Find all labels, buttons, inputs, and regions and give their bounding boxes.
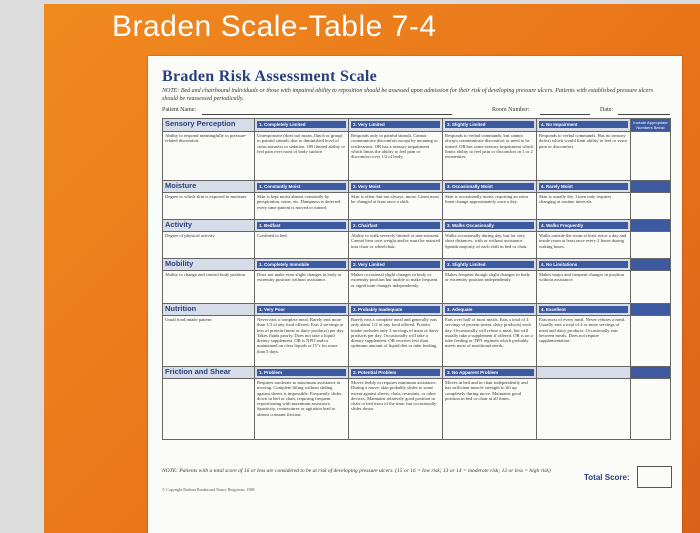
category-description-row xyxy=(163,132,671,181)
score-entry-cell[interactable] xyxy=(631,379,671,440)
level-label: 3. No Apparent Problem xyxy=(445,369,534,376)
category-header-row xyxy=(163,119,671,132)
level-header-cell xyxy=(349,119,443,132)
level-header-cell xyxy=(349,304,443,316)
category-name-mobility: Mobility xyxy=(165,259,194,268)
category-name-moisture: Moisture xyxy=(165,181,197,190)
patient-name-field[interactable] xyxy=(202,114,452,115)
level-header-cell xyxy=(255,181,349,193)
category-description: Ability to respond meaningfully to pressure-related discomfort xyxy=(163,132,255,181)
level-description: Eats most of every meal. Never refuses a meal. Usually eats a total of 4 or more servings of meat and dairy products. Occasionally eats between meals. Does not require supplementation. xyxy=(537,316,631,367)
category-name-nutrition: Nutrition xyxy=(165,304,197,313)
category-description-row xyxy=(163,379,671,440)
level-header-cell xyxy=(443,119,537,132)
assessment-note: NOTE: Bed and chairbound individuals or those with impaired ability to reposition should be assessed upon admission for their risk of developing pressure ulcers. Patients with established pressure ulcers should be reassessed periodically. xyxy=(162,88,654,102)
level-description: Makes occasional slight changes in body or extremity position but unable to make frequent or significant changes independently. xyxy=(349,271,443,304)
risk-score-note: NOTE: Patients with a total score of 16 or less are considered to be at risk of developing pressure ulcers. (15 or 16 = low risk; 13 or 14 = moderate risk; 12 or less = high risk) xyxy=(162,468,551,474)
level-label: 4. Walks Frequently xyxy=(539,222,628,229)
level-label: 1. Constantly Moist xyxy=(257,183,346,190)
level-header-cell xyxy=(255,259,349,271)
score-header-cell xyxy=(631,119,671,132)
level-description: Eats over half of most meals. Eats a total of 4 servings of protein (meat, dairy products) each day. Occasionally will refuse a meal, but will usually take a supplement if offered. OR is on a tube feeding or TPN regimen which probably meets most of nutritional needs. xyxy=(443,316,537,367)
patient-info-row xyxy=(162,107,670,116)
document-title: Braden Risk Assessment Scale xyxy=(162,68,378,85)
slide xyxy=(44,4,700,533)
level-header-cell xyxy=(443,304,537,316)
total-score-label: Total Score: xyxy=(584,473,630,482)
level-description: Unresponsive (does not moan, flinch or grasp) to painful stimuli, due to diminished level of consciousness or sedation. OR limited ability to feel pain over most of body surface. xyxy=(255,132,349,181)
category-header-row xyxy=(163,259,671,271)
category-description xyxy=(163,379,255,440)
level-label: 3. Adequate xyxy=(445,306,534,313)
score-entry-cell[interactable] xyxy=(631,271,671,304)
level-label: 2. Chairfast xyxy=(351,222,440,229)
level-description: Rarely eats a complete meal and generally eats only about 1/2 of any food offered. Protein intake includes only 3 servings of meat or dairy products per day. Occasionally will take a dietary supplement. OR receives less than optimum amount of liquid diet or tube feeding. xyxy=(349,316,443,367)
level-header-cell xyxy=(255,220,349,232)
score-column-header: Include Appropriate Numbers Below xyxy=(633,120,668,130)
score-header-cell xyxy=(631,181,671,193)
room-number-field[interactable] xyxy=(540,114,590,115)
room-number-label: Room Number: xyxy=(492,107,530,113)
level-header-cell xyxy=(443,367,537,379)
category-name-activity: Activity xyxy=(165,220,193,229)
score-header-cell xyxy=(631,367,671,379)
level-description: Walks outside the room at least twice a day and inside room at least once every 2 hours during waking hours. xyxy=(537,232,631,259)
level-label: 4. Excellent xyxy=(539,306,628,313)
category-description: Degree to which skin is exposed to moisture xyxy=(163,193,255,220)
level-header-cell xyxy=(349,259,443,271)
level-header-cell xyxy=(443,181,537,193)
level-header-cell xyxy=(537,304,631,316)
total-score-box[interactable] xyxy=(637,466,672,488)
category-description-row xyxy=(163,316,671,367)
level-label: 2. Very Moist xyxy=(351,183,440,190)
category-description-row xyxy=(163,193,671,220)
category-description: Degree of physical activity xyxy=(163,232,255,259)
copyright-text: © Copyright Barbara Braden and Nancy Bergstrom, 1988 xyxy=(162,487,255,492)
category-description-row xyxy=(163,232,671,259)
level-description: Makes frequent though slight changes in body or extremity position independently. xyxy=(443,271,537,304)
level-header-cell xyxy=(443,220,537,232)
level-label: 2. Very Limited xyxy=(351,261,440,268)
score-header-cell xyxy=(631,220,671,232)
level-description: Skin is usually dry. Linen only requires changing at routine intervals. xyxy=(537,193,631,220)
slide-title: Braden Scale-Table 7-4 xyxy=(112,10,437,43)
level-label: 1. Completely Immobile xyxy=(257,261,346,268)
level-header-cell xyxy=(537,259,631,271)
level-label: 3. Slightly Limited xyxy=(445,121,534,128)
level-label: 2. Very Limited xyxy=(351,121,440,128)
patient-name-label: Patient Name: xyxy=(162,107,197,113)
score-entry-cell[interactable] xyxy=(631,132,671,181)
level-description: Does not make even slight changes in body or extremity position without assistance. xyxy=(255,271,349,304)
category-header-row xyxy=(163,367,671,379)
category-name-cell xyxy=(163,367,255,379)
level-description: Moves in bed and in chair independently and has sufficient muscle strength to lift up completely during move. Maintains good position in bed or chair at all times. xyxy=(443,379,537,440)
level-description: Skin is kept moist almost constantly by perspiration, urine, etc. Dampness is detected every time patient is moved or turned. xyxy=(255,193,349,220)
level-header-cell xyxy=(537,119,631,132)
category-name-cell xyxy=(163,119,255,132)
score-entry-cell[interactable] xyxy=(631,193,671,220)
level-description xyxy=(537,379,631,440)
level-description: Responds to verbal commands, but cannot always communicate discomfort or need to be turned. OR has some sensory impairment which limits ability to feel pain or discomfort in 1 or 2 extremities. xyxy=(443,132,537,181)
level-description: Ability to walk severely limited or non-existent. Cannot bear own weight and/or must be assisted into chair or wheelchair. xyxy=(349,232,443,259)
category-name-cell xyxy=(163,304,255,316)
level-label: 1. Problem xyxy=(257,369,346,376)
level-description: Responds to verbal commands. Has no sensory deficit which would limit ability to feel or voice pain or discomfort. xyxy=(537,132,631,181)
level-label: 2. Potential Problem xyxy=(351,369,440,376)
level-description: Confined to bed. xyxy=(255,232,349,259)
level-header-cell xyxy=(537,181,631,193)
level-description: Skin is occasionally moist, requiring an extra linen change approximately once a day. xyxy=(443,193,537,220)
level-description: Moves feebly or requires minimum assistance. During a move, skin probably slides to some extent against sheets, chair, restraints, or other devices. Maintains relatively good position in chair or bed most of the time, but occasionally slides down. xyxy=(349,379,443,440)
level-description: Skin is often, but not always, moist. Linen must be changed at least once a shift. xyxy=(349,193,443,220)
category-name-friction-and-shear: Friction and Shear xyxy=(165,367,231,376)
category-name-cell xyxy=(163,220,255,232)
level-header-cell xyxy=(349,220,443,232)
level-header-cell xyxy=(255,367,349,379)
category-name-cell xyxy=(163,259,255,271)
level-description: Never eats a complete meal. Rarely eats more than 1/3 of any food offered. Eats 2 servings or less of protein (meat or dairy products) per day. Takes fluids poorly. Does not take a liquid dietary supplement. OR is NPO and/or maintained on clear liquids or IV's for more than 5 days. xyxy=(255,316,349,367)
category-description-row xyxy=(163,271,671,304)
category-name-cell xyxy=(163,181,255,193)
level-label: 1. Completely Limited xyxy=(257,121,346,128)
level-header-cell xyxy=(537,220,631,232)
level-description: Makes major and frequent changes in position without assistance. xyxy=(537,271,631,304)
date-label: Date: xyxy=(600,107,613,113)
score-header-cell xyxy=(631,304,671,316)
level-label: 3. Slightly Limited xyxy=(445,261,534,268)
date-field[interactable] xyxy=(618,114,670,115)
category-description: Usual food intake pattern xyxy=(163,316,255,367)
level-description: Responds only to painful stimuli. Cannot communicate discomfort except by moaning or restlessness. OR has a sensory impairment which limits the ability to feel pain or discomfort over 1/2 of body. xyxy=(349,132,443,181)
score-header-cell xyxy=(631,259,671,271)
level-description: Walks occasionally during day, but for very short distances, with or without assistance. Spends majority of each shift in bed or chair. xyxy=(443,232,537,259)
category-header-row xyxy=(163,220,671,232)
braden-table xyxy=(162,118,671,440)
level-header-cell xyxy=(537,367,631,379)
braden-scale-sheet xyxy=(148,56,682,533)
level-header-cell xyxy=(349,181,443,193)
level-header-cell xyxy=(255,304,349,316)
score-entry-cell[interactable] xyxy=(631,232,671,259)
category-header-row xyxy=(163,181,671,193)
level-description: Requires moderate to maximum assistance in moving. Complete lifting without sliding against sheets is impossible. Frequently slides down in bed or chair, requiring frequent repositioning with maximum assistance. Spasticity, contractures or agitation lead to almost constant friction. xyxy=(255,379,349,440)
level-label: 4. Rarely Moist xyxy=(539,183,628,190)
level-label: 3. Walks Occasionally xyxy=(445,222,534,229)
level-label: 2. Probably Inadequate xyxy=(351,306,440,313)
level-label: 1. Very Poor xyxy=(257,306,346,313)
category-name-sensory-perception: Sensory Perception xyxy=(165,119,236,128)
level-label: 4. No Limitations xyxy=(539,261,628,268)
category-description: Ability to change and control body position xyxy=(163,271,255,304)
level-header-cell xyxy=(255,119,349,132)
level-label: 4. No Impairment xyxy=(539,121,628,128)
score-entry-cell[interactable] xyxy=(631,316,671,367)
level-label: 1. Bedfast xyxy=(257,222,346,229)
level-header-cell xyxy=(349,367,443,379)
level-header-cell xyxy=(443,259,537,271)
category-header-row xyxy=(163,304,671,316)
level-label: 3. Occasionally Moist xyxy=(445,183,534,190)
